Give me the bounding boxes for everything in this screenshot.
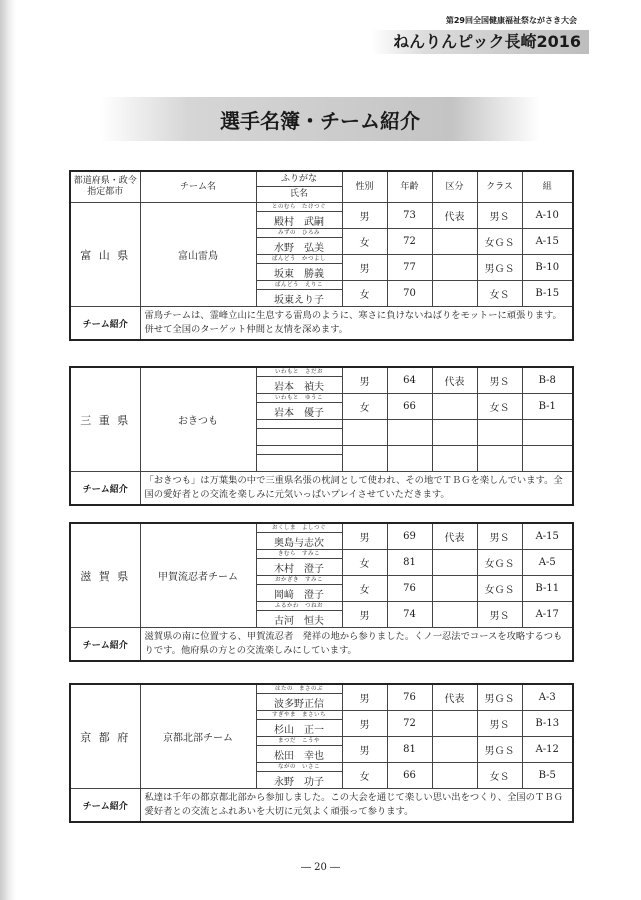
player-class: 男Ｓ [477,367,522,394]
player-name: 波多野正信 [256,694,342,711]
player-name: 殿村 武嗣 [256,212,342,229]
header-prefecture: 都道府県・政令指定都市 [70,171,140,203]
player-group: A-15 [522,523,573,550]
header-team-name: チーム名 [140,171,256,203]
player-name: 岡﨑 澄子 [256,585,342,602]
team-intro-text: 私達は千年の都京都北部から参加しました。この大会を通じて楽しい思い出をつくり、全国のＴＢＧ愛好者との交流とふれあいを大切に元気よく頑張って参ります。 [140,789,573,823]
player-age [387,420,432,446]
player-gender [342,446,387,472]
player-name: 杉山 正一 [256,720,342,737]
player-name: 松田 幸也 [256,746,342,763]
player-name: 坂東 勝義 [256,264,342,281]
player-group: A-17 [522,602,573,628]
player-group: A-5 [522,550,573,576]
header-name: 氏名 [256,187,342,203]
player-group [522,446,573,472]
player-class: 男Ｓ [477,711,522,737]
header-group: 組 [522,171,573,203]
header-furigana: ふりがな [256,171,342,187]
player-division [432,255,477,281]
player-name: 坂東えり子 [256,290,342,307]
player-division: 代表 [432,684,477,711]
team-name-cell: おきつも [140,367,256,472]
player-group: B-13 [522,711,573,737]
header-age: 年齢 [387,171,432,203]
player-class [477,446,522,472]
team-intro-text: 滋賀県の南に位置する、甲賀流忍者 発祥の地から参りました。くノ一忍法でコースを攻略するつもりです。他府県の方との交流楽しみにしています。 [140,628,573,662]
player-division [432,550,477,576]
player-age: 76 [387,684,432,711]
player-name: 水野 弘美 [256,238,342,255]
player-name [256,455,342,472]
player-group: A-15 [522,229,573,255]
player-name: 奥島与志次 [256,533,342,550]
player-class: 女ＧＳ [477,550,522,576]
player-age: 76 [387,576,432,602]
player-gender: 女 [342,394,387,420]
team-intro-row [70,628,573,662]
player-group: B-11 [522,576,573,602]
event-subtitle: 第29回全国健康福祉祭ながさき大会 [445,16,577,25]
player-age: 73 [387,203,432,229]
player-name: 古河 恒夫 [256,611,342,628]
team-intro-label: チーム紹介 [70,789,140,823]
player-gender: 女 [342,576,387,602]
player-division [432,576,477,602]
player-age [387,446,432,472]
player-division [432,394,477,420]
player-row [70,203,573,212]
player-group: A-3 [522,684,573,711]
player-group: A-12 [522,737,573,763]
team-intro-label: チーム紹介 [70,307,140,341]
prefecture-cell: 京 都 府 [70,684,140,789]
player-furigana [256,446,342,455]
player-gender: 女 [342,229,387,255]
team-table-2 [69,366,574,506]
player-gender: 男 [342,255,387,281]
player-group [522,420,573,446]
event-title: ねんりんピック長崎2016 [371,30,589,54]
player-row [70,523,573,533]
player-gender: 女 [342,763,387,789]
player-division [432,229,477,255]
player-age: 77 [387,255,432,281]
player-class: 男ＧＳ [477,737,522,763]
player-class: 女ＧＳ [477,576,522,602]
team-table-3 [69,522,574,662]
player-division: 代表 [432,367,477,394]
team-name-cell: 京都北部チーム [140,684,256,789]
player-gender: 男 [342,684,387,711]
player-furigana: ばんどう えりこ [256,281,342,290]
player-furigana: きむら すみこ [256,550,342,559]
player-gender [342,420,387,446]
player-division [432,763,477,789]
player-division [432,420,477,446]
player-class: 女Ｓ [477,763,522,789]
player-class: 女Ｓ [477,394,522,420]
player-class [477,420,522,446]
player-division [432,711,477,737]
player-age: 81 [387,550,432,576]
player-furigana: ふるかわ つねお [256,602,342,611]
team-intro-text: 雷鳥チームは、霊峰立山に生息する雷鳥のように、寒さに負けないねばりをモットーに頑張ります。併せて全国のターゲット仲間と友情を深めます。 [140,307,573,341]
team-intro-text: 「おきつも」は万葉集の中で三重県名張の枕詞として使われ、その地でＴＢＧを楽しんでいます。全国の愛好者との交流を楽しみに元気いっぱいプレイさせていただきます。 [140,472,573,506]
team-intro-row [70,472,573,506]
player-gender: 男 [342,737,387,763]
player-class: 男ＧＳ [477,684,522,711]
player-furigana: みずの ひろみ [256,229,342,238]
team-intro-row [70,789,573,823]
player-age: 74 [387,602,432,628]
team-table-1 [69,170,574,341]
player-furigana: はたの まさのぶ [256,684,342,694]
player-class: 男ＧＳ [477,255,522,281]
player-row [70,367,573,377]
team-intro-label: チーム紹介 [70,628,140,662]
player-division: 代表 [432,523,477,550]
player-age: 81 [387,737,432,763]
player-furigana: ばんどう かつよし [256,255,342,264]
header-division: 区分 [432,171,477,203]
player-gender: 男 [342,367,387,394]
player-age: 64 [387,367,432,394]
player-name: 岩本 優子 [256,403,342,420]
player-class: 女Ｓ [477,281,522,307]
player-division [432,446,477,472]
team-name-cell: 甲賀流忍者チーム [140,523,256,628]
player-group: A-10 [522,203,573,229]
team-intro-row [70,307,573,341]
player-age: 72 [387,711,432,737]
team-name-cell: 富山雷鳥 [140,203,256,307]
header-class: クラス [477,171,522,203]
player-group: B-8 [522,367,573,394]
player-name: 岩本 禎夫 [256,377,342,394]
prefecture-cell: 三 重 県 [70,367,140,472]
player-gender: 男 [342,711,387,737]
player-division: 代表 [432,203,477,229]
player-name: 木村 澄子 [256,559,342,576]
player-class: 女ＧＳ [477,229,522,255]
page-number: ― 20 ― [300,862,341,873]
team-table-4 [69,683,574,823]
player-gender: 女 [342,281,387,307]
player-group: B-15 [522,281,573,307]
player-furigana: とのむら たけつぐ [256,203,342,212]
player-furigana: すぎやま まさいち [256,711,342,720]
player-division [432,281,477,307]
player-furigana: いわもと さだお [256,367,342,377]
player-class: 男Ｓ [477,523,522,550]
page-title: 選手名簿・チーム紹介 [220,109,420,133]
player-group: B-10 [522,255,573,281]
player-class: 男Ｓ [477,203,522,229]
player-gender: 男 [342,602,387,628]
team-intro-label: チーム紹介 [70,472,140,506]
player-group: B-5 [522,763,573,789]
header-gender: 性別 [342,171,387,203]
player-age: 66 [387,394,432,420]
player-division [432,737,477,763]
player-gender: 女 [342,550,387,576]
page-shadow-edge [0,0,16,900]
prefecture-cell: 富 山 県 [70,203,140,307]
player-furigana: おかざき すみこ [256,576,342,585]
page-title-band [100,97,540,141]
player-age: 70 [387,281,432,307]
prefecture-cell: 滋 賀 県 [70,523,140,628]
player-age: 66 [387,763,432,789]
player-furigana: いわもと ゆうこ [256,394,342,403]
player-gender: 男 [342,203,387,229]
player-group: B-1 [522,394,573,420]
player-row [70,684,573,694]
player-gender: 男 [342,523,387,550]
player-age: 72 [387,229,432,255]
player-furigana: ながの いさこ [256,763,342,772]
player-division [432,602,477,628]
player-furigana: おくしま よしつぐ [256,523,342,533]
player-name: 永野 功子 [256,772,342,789]
player-class: 男Ｓ [477,602,522,628]
table-header-row [70,171,573,187]
player-age: 69 [387,523,432,550]
player-furigana: まつだ こうや [256,737,342,746]
player-furigana [256,420,342,429]
player-name [256,429,342,446]
